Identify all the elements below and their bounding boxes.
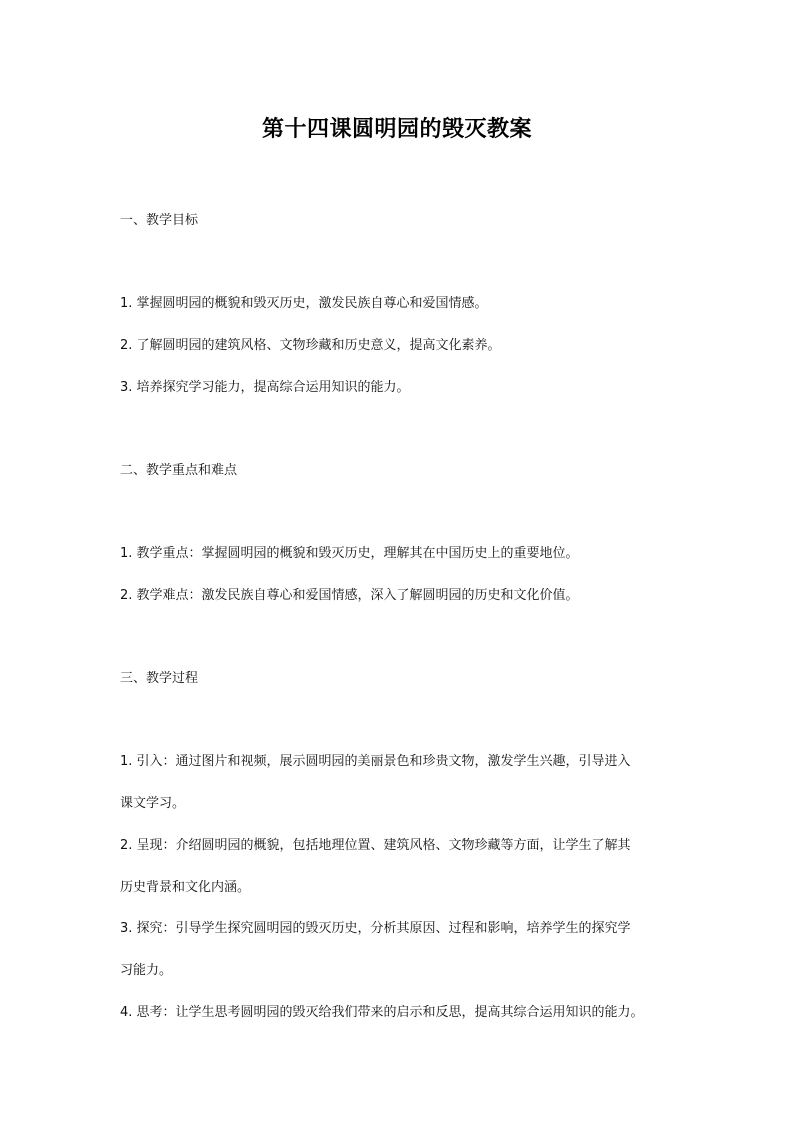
section-heading-process: 三、教学过程: [120, 671, 199, 686]
process-item-2-line-1: 2. 呈现：介绍圆明园的概貌，包括地理位置、建筑风格、文物珍藏等方面，让学生了解其: [120, 838, 631, 853]
section-heading-objectives: 一、教学目标: [120, 213, 199, 228]
process-item-1-line-2: 课文学习。: [120, 796, 186, 811]
objective-item-2: 2. 了解圆明园的建筑风格、文物珍藏和历史意义，提高文化素养。: [120, 338, 501, 353]
keypoint-item-1: 1. 教学重点：掌握圆明园的概貌和毁灭历史，理解其在中国历史上的重要地位。: [120, 546, 579, 561]
process-item-3-line-2: 习能力。: [120, 963, 173, 978]
process-item-4: 4. 思考：让学生思考圆明园的毁灭给我们带来的启示和反思，提高其综合运用知识的能力。: [120, 1005, 644, 1020]
objective-item-1: 1. 掌握圆明园的概貌和毁灭历史，激发民族自尊心和爱国情感。: [120, 296, 488, 311]
process-item-3-line-1: 3. 探究：引导学生探究圆明园的毁灭历史，分析其原因、过程和影响，培养学生的探究学: [120, 921, 631, 936]
keypoint-item-2: 2. 教学难点：激发民族自尊心和爱国情感，深入了解圆明园的历史和文化价值。: [120, 588, 579, 603]
section-heading-keypoints: 二、教学重点和难点: [120, 463, 238, 478]
document-title: 第十四课圆明园的毁灭教案: [261, 117, 532, 142]
process-item-2-line-2: 历史背景和文化内涵。: [120, 880, 251, 895]
process-item-1-line-1: 1. 引入：通过图片和视频，展示圆明园的美丽景色和珍贵文物，激发学生兴趣，引导进入: [120, 754, 631, 769]
objective-item-3: 3. 培养探究学习能力，提高综合运用知识的能力。: [120, 380, 410, 395]
